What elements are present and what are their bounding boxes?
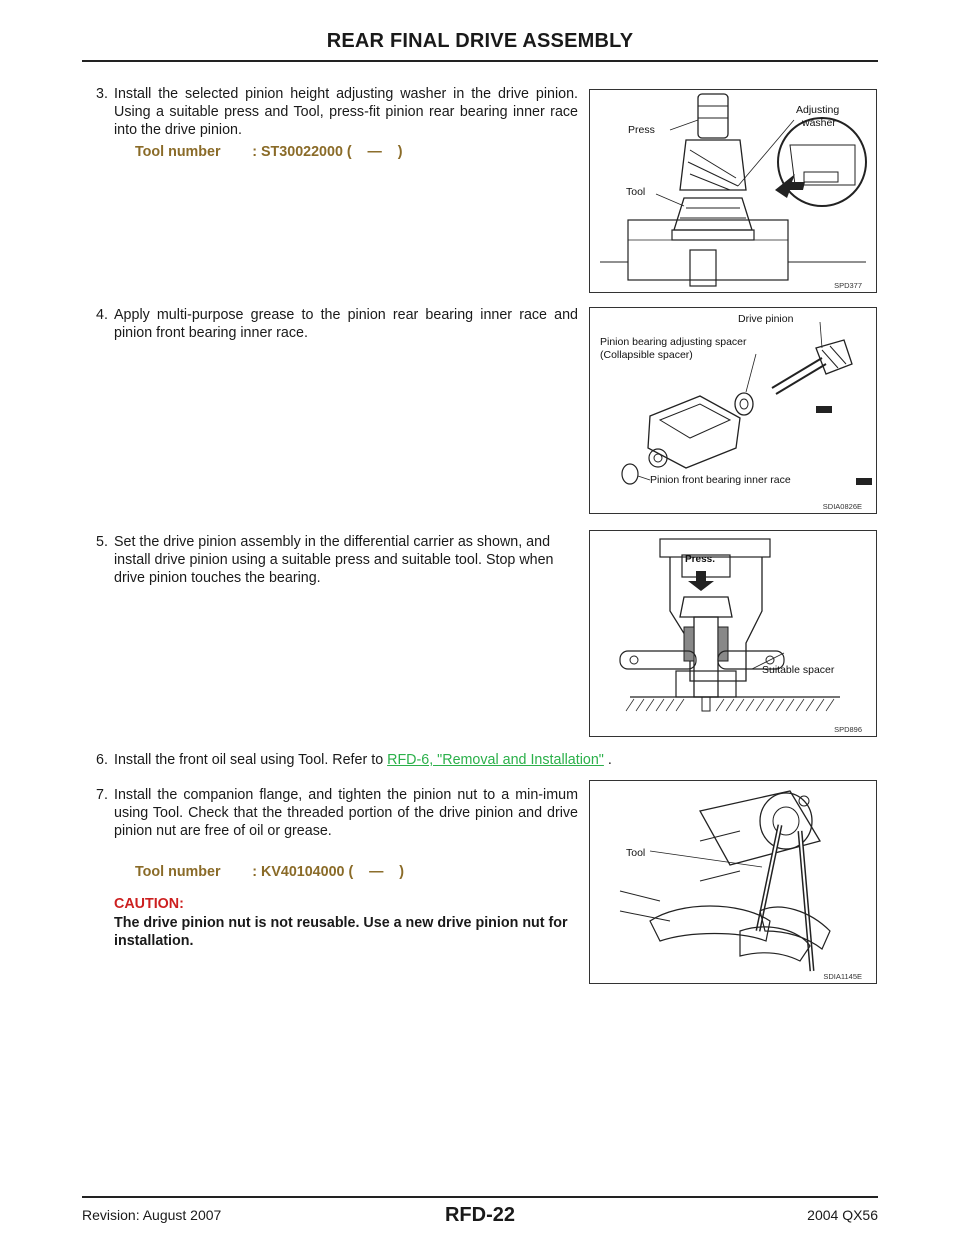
- step-text: Install the companion flange, and tighten the pinion nut to a min-imum using Tool. Check that the threaded portion of the drive pinion and drive pinion nut are free of oil or grease.: [114, 787, 578, 839]
- step-text: Install the selected pinion height adjusting washer in the drive pinion. Using a suitable press and Tool, press-fit pinion rear bearing inner race into the drive pinion.: [114, 86, 578, 138]
- step-6: [96, 751, 716, 769]
- install-illustration: [590, 531, 876, 736]
- ground-hatch: [626, 699, 834, 711]
- page-number: RFD-22: [444, 1204, 515, 1226]
- figure-code: SDIA1145E: [823, 972, 862, 981]
- press-label: Press.: [685, 554, 716, 565]
- step-4: [96, 306, 578, 342]
- step-text-after: .: [603, 752, 612, 768]
- drive-pinion-label: Drive pinion: [738, 313, 794, 325]
- model-year: 2004 QX56: [807, 1207, 878, 1223]
- figure-drive-pinion-install: [589, 530, 877, 737]
- removal-installation-link[interactable]: RFD-6, "Removal and Installation": [387, 752, 604, 768]
- revision-date: Revision: August 2007: [82, 1207, 222, 1223]
- figure-code: SPD896: [834, 725, 862, 734]
- step-number: 7.: [96, 787, 108, 803]
- step-text-before: Install the front oil seal using Tool. Refer to: [114, 752, 388, 768]
- press-label: Press: [628, 124, 655, 136]
- step-number: 4.: [96, 307, 108, 323]
- step-number: 6.: [96, 752, 108, 768]
- step-3: [96, 85, 578, 139]
- header-rule: [82, 60, 878, 62]
- step-text: Set the drive pinion assembly in the differential carrier as shown, and install drive pinion using a suitable press and suitable tool. Stop when drive pinion touches the bearing.: [114, 534, 554, 586]
- adjusting-spacer-label: Pinion bearing adjusting spacer: [600, 336, 747, 348]
- adjusting-washer-label: Adjusting: [796, 104, 840, 116]
- tool-label: Tool: [626, 186, 646, 198]
- front-bearing-race-label: Pinion front bearing inner race: [650, 474, 791, 486]
- figure-tighten-pinion-nut: [589, 780, 877, 984]
- step-number: 5.: [96, 534, 108, 550]
- adjusting-washer-label-line2: washer: [802, 117, 836, 129]
- collapsible-spacer-label: (Collapsible spacer): [600, 349, 693, 361]
- suitable-spacer-label: Suitable spacer: [762, 664, 835, 676]
- figure-pinion-parts: [589, 307, 877, 514]
- tool-label: Tool: [626, 847, 646, 859]
- figure-press-fit-bearing: [589, 89, 877, 293]
- figure-code: SPD377: [834, 281, 862, 290]
- footer-rule: [82, 1196, 878, 1198]
- step-5: [96, 533, 578, 587]
- caution-text: The drive pinion nut is not reusable. Use a new drive pinion nut for installation.: [114, 915, 568, 949]
- step-number: 3.: [96, 86, 108, 102]
- page-title: REAR FINAL DRIVE ASSEMBLY: [326, 30, 634, 52]
- step-text: Apply multi-purpose grease to the pinion rear bearing inner race and pinion front bearing inner race.: [114, 307, 578, 341]
- tighten-illustration: [590, 781, 876, 983]
- step-7: [96, 786, 578, 840]
- tool-number-step3: Tool number : ST30022000 ( — ): [135, 144, 403, 160]
- step-text: [96, 751, 716, 769]
- figure-code: SDIA0826E: [822, 502, 862, 511]
- tool-number-step7: Tool number : KV40104000 ( — ): [135, 864, 405, 880]
- caution-heading: CAUTION:: [114, 896, 184, 912]
